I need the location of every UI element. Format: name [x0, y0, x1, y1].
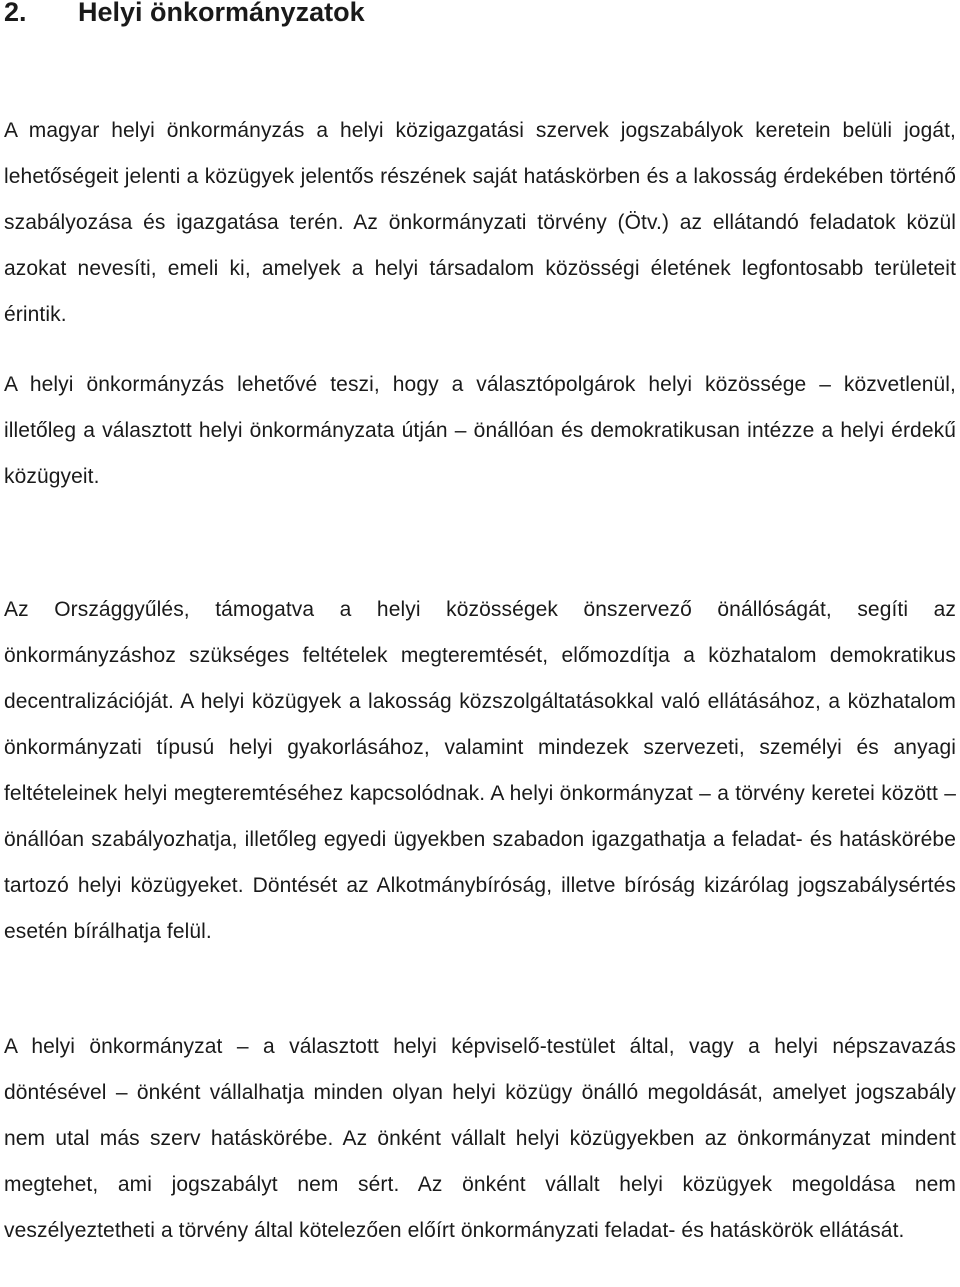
paragraph-1: A magyar helyi önkormányzás a helyi közigazgatási szervek jogszabályok keretein belüli jogát, lehetőségeit jelenti a közügyek jelentős részének saját hatáskörben és a lakosság érdekében történő szabályozása és igazgatása terén. Az önkormányzati törvény (Ötv.) az ellátandó feladatok közül azokat nevesíti, emeli ki, amelyek a helyi társadalom közösségi életének legfontosabb területeit érintik.	[4, 119, 956, 326]
section-number: 2.	[4, 0, 27, 27]
paragraph-4: A helyi önkormányzat – a választott helyi képviselő-testület által, vagy a helyi népszavazás döntésével – önként vállalhatja minden olyan helyi közügy önálló megoldását, amelyet jogszabály nem utal más szerv hatáskörébe. Az önként vállalt helyi közügyekben az önkormányzat mindent megtehet, ami jogszabályt nem sért. Az önként vállalt helyi közügyek megoldása nem veszélyeztetheti a törvény által kötelezően előírt önkormányzati feladat- és hatáskörök ellátását.	[4, 1035, 956, 1242]
section-title: Helyi önkormányzatok	[78, 0, 365, 27]
paragraph-2: A helyi önkormányzás lehetővé teszi, hogy a választópolgárok helyi közössége – közvetlenül, illetőleg a választott helyi önkormányzata útján – önállóan és demokratikusan intézze a helyi érdekű közügyeit.	[4, 373, 956, 488]
paragraph-3: Az Országgyűlés, támogatva a helyi közösségek önszervező önállóságát, segíti az önkormányzáshoz szükséges feltételek megteremtését, előmozdítja a közhatalom demokratikus decentralizációját. A helyi közügyek a lakosság közszolgáltatásokkal való ellátásához, a közhatalom önkormányzati típusú helyi gyakorlásához, valamint mindezek szervezeti, személyi és anyagi feltételeinek helyi megteremtéséhez kapcsolódnak. A helyi önkormányzat – a törvény keretei között – önállóan szabályozhatja, illetőleg egyedi ügyekben szabadon igazgathatja a feladat- és hatáskörébe tartozó helyi közügyeket. Döntését az Alkotmánybíróság, illetve bíróság kizárólag jogszabálysértés esetén bírálhatja felül.	[4, 598, 956, 943]
section-heading	[4, 0, 365, 30]
